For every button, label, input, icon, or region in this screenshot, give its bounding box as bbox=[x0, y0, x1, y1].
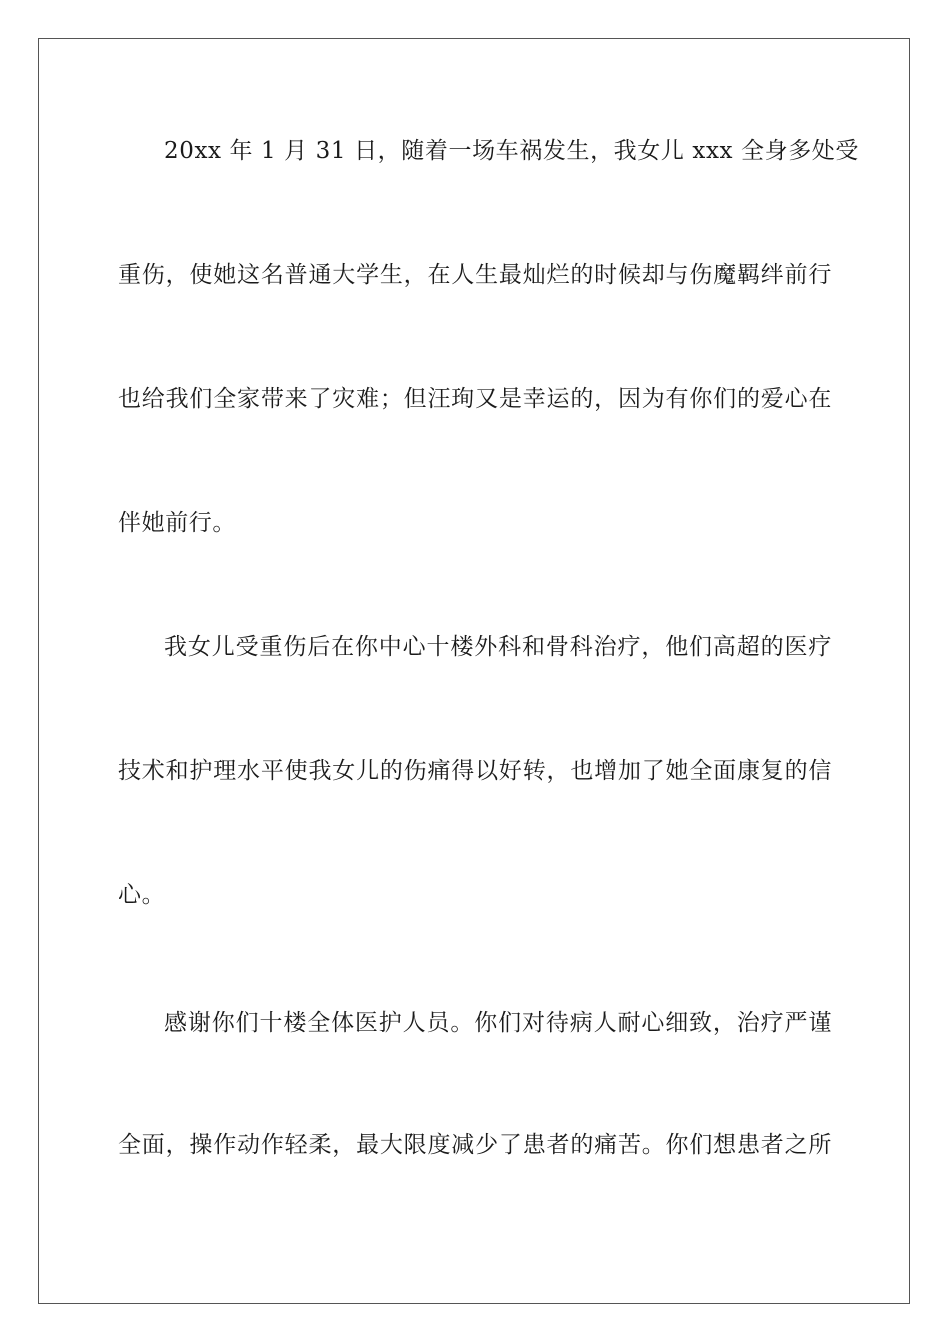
paragraph-3-line-1: 感谢你们十楼全体医护人员。你们对待病人耐心细致，治疗严谨 bbox=[164, 1010, 832, 1036]
paragraph-2-line-2: 技术和护理水平使我女儿的伤痛得以好转，也增加了她全面康复的信 bbox=[118, 758, 832, 784]
paragraph-1-line-3: 也给我们全家带来了灾难；但汪珣又是幸运的，因为有你们的爱心在 bbox=[118, 386, 832, 412]
paragraph-1-line-1: 20xx 年 1 月 31 日，随着一场车祸发生，我女儿 xxx 全身多处受 bbox=[164, 138, 859, 164]
paragraph-1-line-4: 伴她前行。 bbox=[118, 510, 236, 536]
paragraph-2-line-1: 我女儿受重伤后在你中心十楼外科和骨科治疗，他们高超的医疗 bbox=[164, 634, 832, 660]
paragraph-2-line-3: 心。 bbox=[118, 882, 166, 908]
paragraph-1-line-2: 重伤，使她这名普通大学生，在人生最灿烂的时候却与伤魔羁绊前行 bbox=[118, 262, 832, 288]
page-frame bbox=[38, 38, 910, 1304]
paragraph-3-line-2: 全面，操作动作轻柔，最大限度减少了患者的痛苦。你们想患者之所 bbox=[118, 1132, 832, 1158]
